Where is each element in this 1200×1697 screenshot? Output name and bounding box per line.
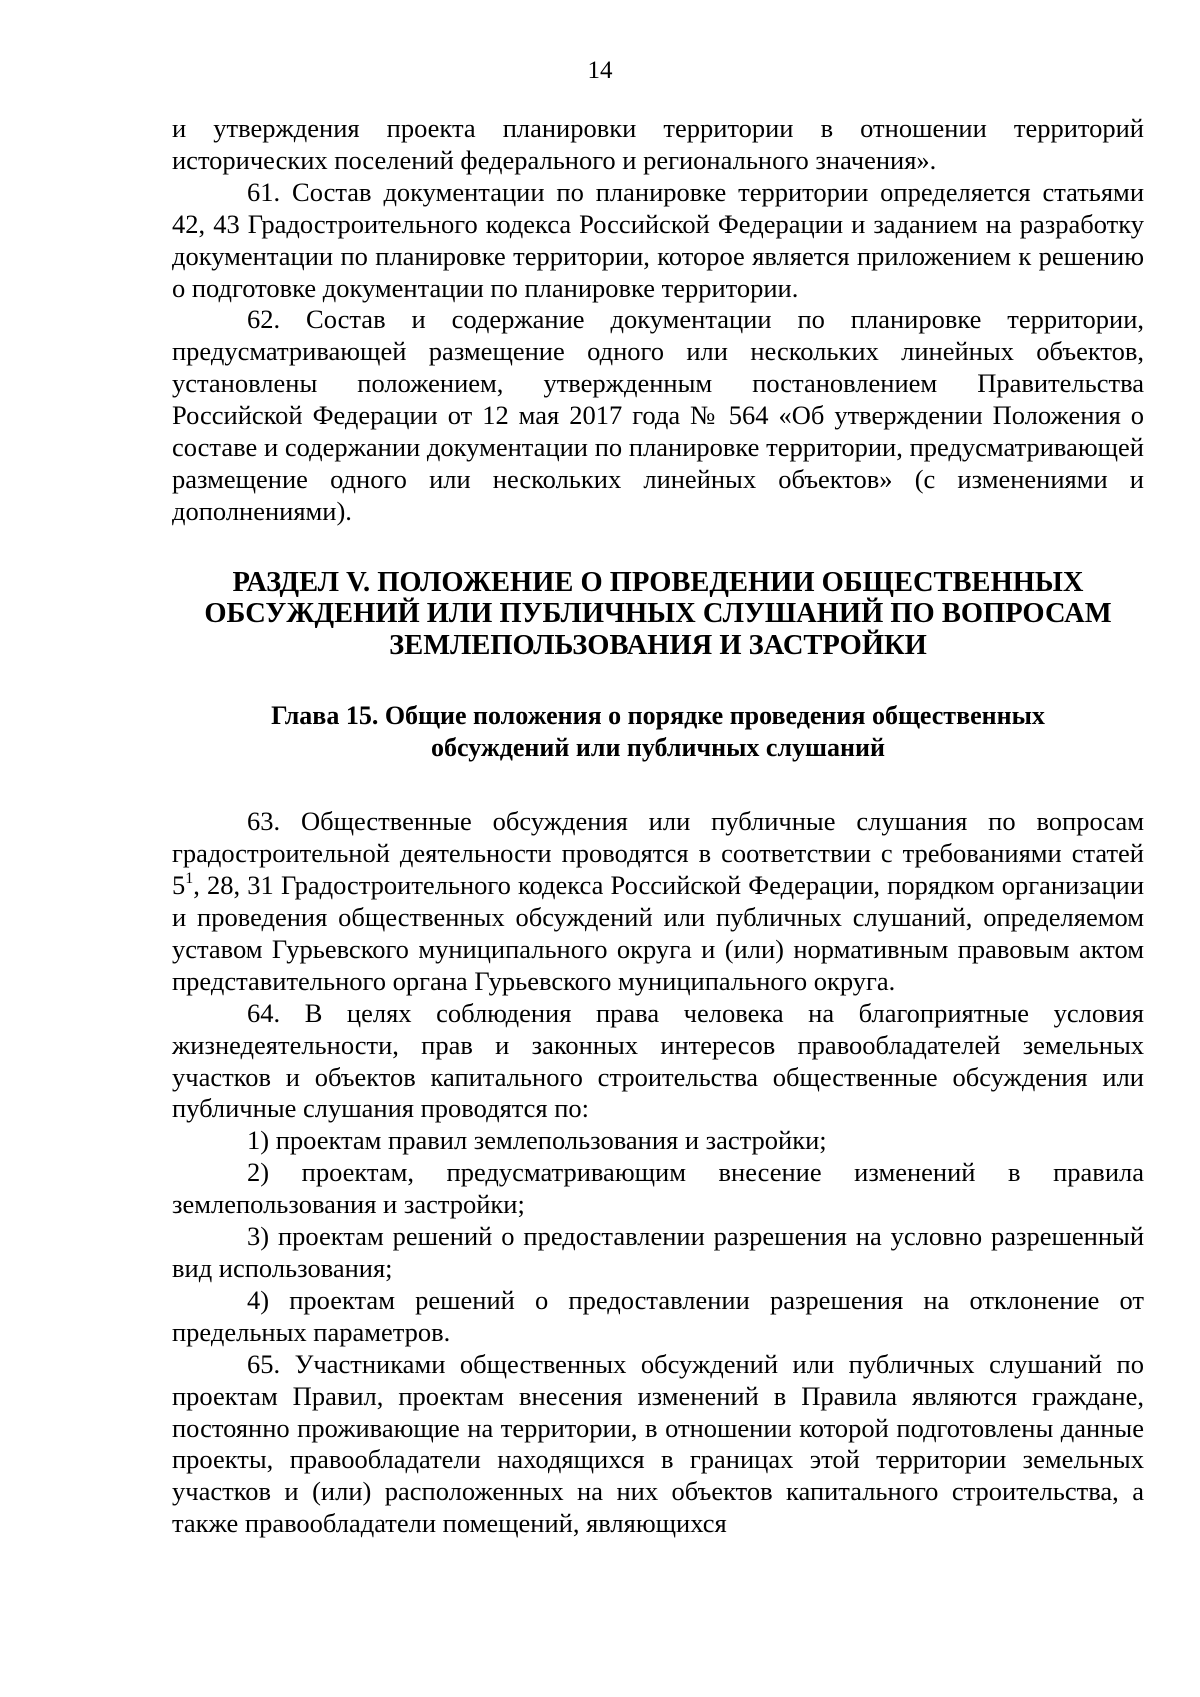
page-number: 14 [587, 57, 613, 84]
paragraph-continuation: и утверждения проекта планировки территории в отношении территорий исторических поселений федерального и регионального значения». [172, 113, 1144, 175]
list-item: 2) проектам, предусматривающим внесение изменений в правила землепользования и застройки; [172, 1157, 1144, 1220]
section-title [172, 567, 1144, 662]
paragraph-61: 61. Состав документации по планировке территории определяется статьями 42, 43 Градостроительного кодекса Российской Федерации и заданием на разработку документации по планировке территории, которое является приложением к решению о подготовке документации по планировке территории. [172, 176, 1144, 303]
superscript-index: 1 [185, 870, 194, 888]
list-item: 3) проектам решений о предоставлении разрешения на условно разрешенный вид использования; [172, 1221, 1144, 1283]
paragraph-65: 65. Участниками общественных обсуждений или публичных слушаний по проектам Правил, проектам внесения изменений в Правила являются граждане, постоянно проживающие на территории, в отношении которой подготовлены данные проекты, правообладатели находящихся в границах этой территории земельных участков и (или) расположенных на них объектов капитального строительства, а также правообладатели помещений, являющихся [172, 1348, 1144, 1539]
paragraph-63-text-end: , 28, 31 Градостроительного кодекса Российской Федерации, порядком организации и проведения общественных обсуждений или публичных слушаний, определяемом уставом Гурьевского муниципального округа и (или) нормативным правовым актом представительного органа Гурьевского муниципального округа. [172, 870, 1144, 996]
chapter-title [172, 700, 1144, 763]
paragraph-64: 64. В целях соблюдения права человека на благоприятные условия жизнедеятельности, прав и законных интересов правообладателей земельных участков и объектов капитального строительства общественные обсуждения или публичные слушания проводятся по: [172, 997, 1144, 1124]
paragraph-63-text-start: 63. Общественные обсуждения или публичные слушания по вопросам градостроительной деятельности проводятся в соответствии с требованиями статей 5 [172, 806, 1144, 901]
paragraph-62: 62. Состав и содержание документации по планировке территории, предусматривающей размещение одного или нескольких линейных объектов, установлены положением, утвержденным постановлением Правительства Российской Федерации от 12 мая 2017 года № 564 «Об утверждении Положения о составе и содержании документации по планировке территории, предусматривающей размещение одного или нескольких линейных объектов» (с изменениями и дополнениями). [172, 304, 1144, 526]
section-title-line: РАЗДЕЛ V. ПОЛОЖЕНИЕ О ПРОВЕДЕНИИ ОБЩЕСТВЕННЫХ [232, 566, 1084, 598]
chapter-title-line: Глава 15. Общие положения о порядке проведения общественных [271, 701, 1045, 731]
list-item: 4) проектам решений о предоставлении разрешения на отклонение от предельных параметров. [172, 1284, 1144, 1347]
section-title-line: ОБСУЖДЕНИЙ ИЛИ ПУБЛИЧНЫХ СЛУШАНИЙ ПО ВОПРОСАМ [204, 598, 1112, 630]
document-body [172, 113, 1144, 1540]
chapter-title-line: обсуждений или публичных слушаний [431, 732, 885, 762]
paragraph-63 [172, 806, 1144, 997]
list-item: 1) проектам правил землепользования и застройки; [247, 1125, 827, 1156]
section-title-line: ЗЕМЛЕПОЛЬЗОВАНИЯ И ЗАСТРОЙКИ [389, 629, 927, 661]
